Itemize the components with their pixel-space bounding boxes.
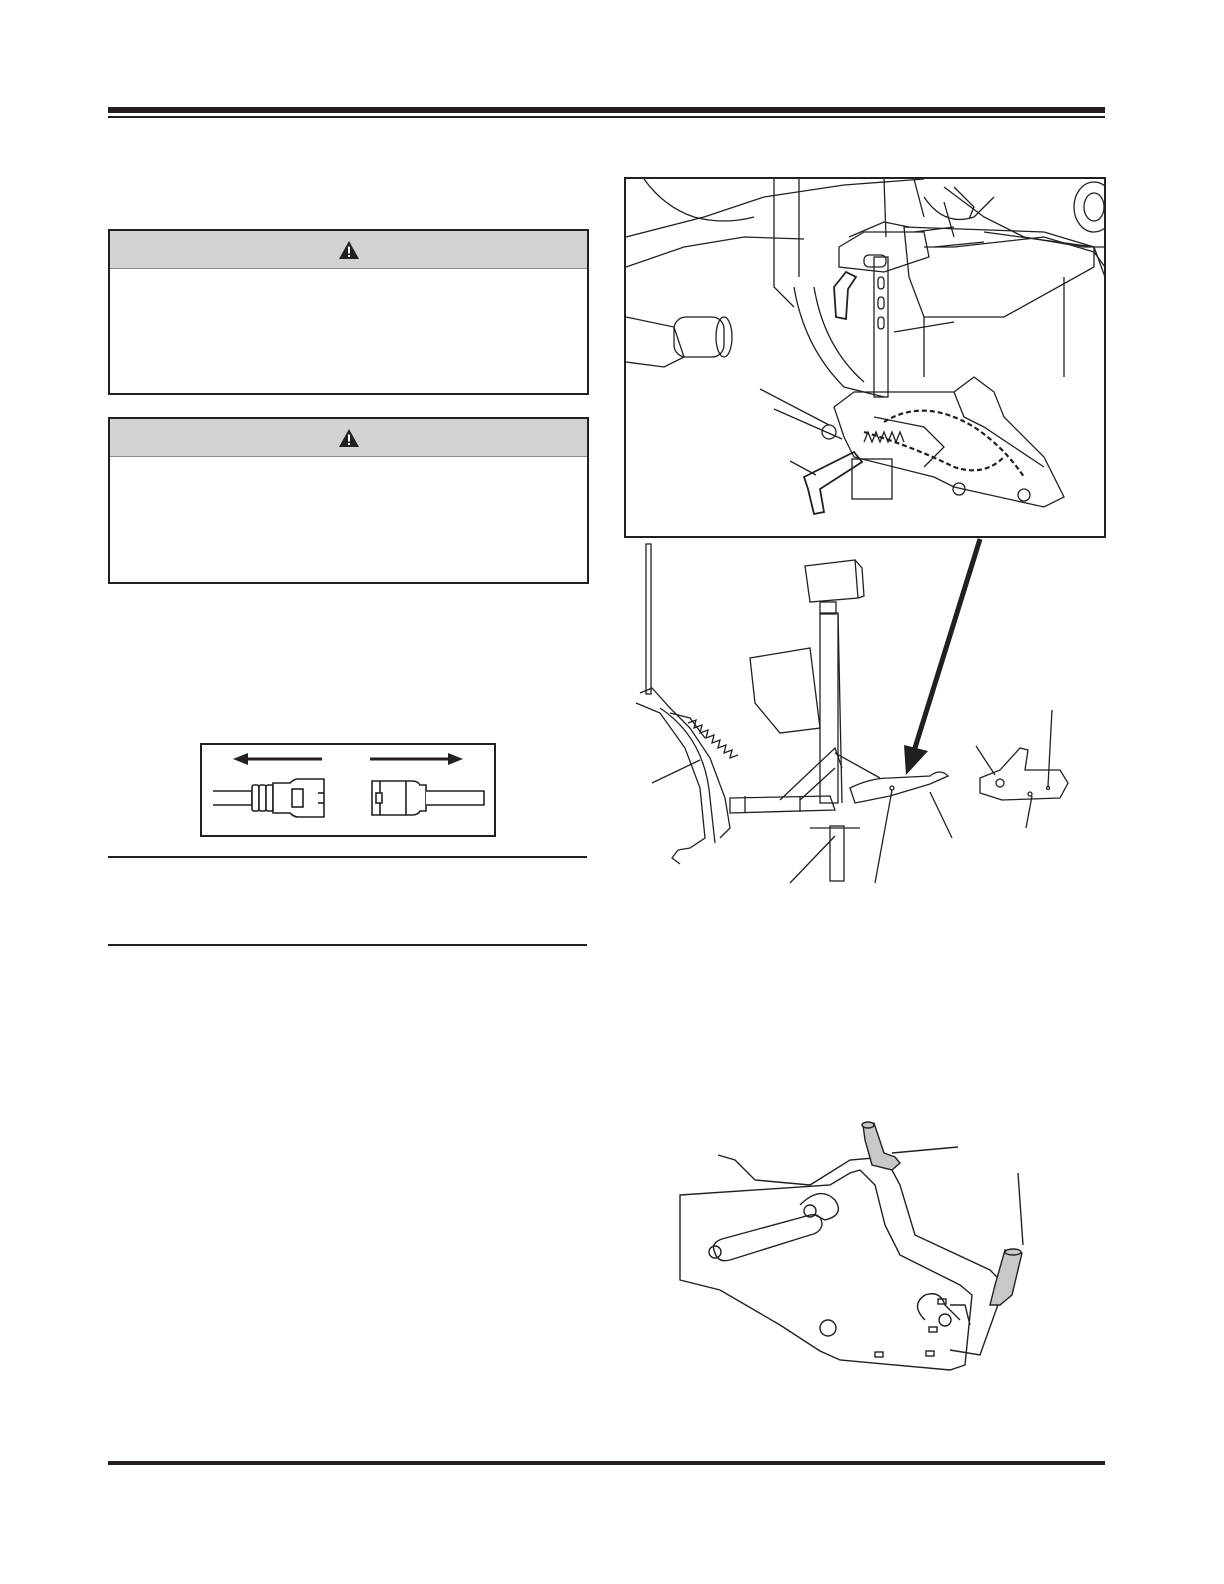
pin-bracket-figure: [660, 1115, 1040, 1375]
warning-box-1: [108, 229, 589, 395]
footer-rule: [108, 1461, 1105, 1465]
warning-header: [110, 231, 587, 269]
note-rule-top: [108, 856, 587, 858]
warning-header: [110, 419, 587, 457]
warning-triangle-icon: [338, 240, 360, 260]
connector-figure: [200, 743, 496, 837]
warning-triangle-icon: [338, 428, 360, 448]
header-rule-thick: [108, 107, 1105, 113]
plow-overview-figure: [630, 538, 1110, 888]
note-rule-bottom: [108, 944, 587, 946]
warning-box-2: [108, 417, 589, 584]
hitch-detail-figure: [624, 177, 1106, 538]
header-rule-thin: [108, 116, 1105, 118]
